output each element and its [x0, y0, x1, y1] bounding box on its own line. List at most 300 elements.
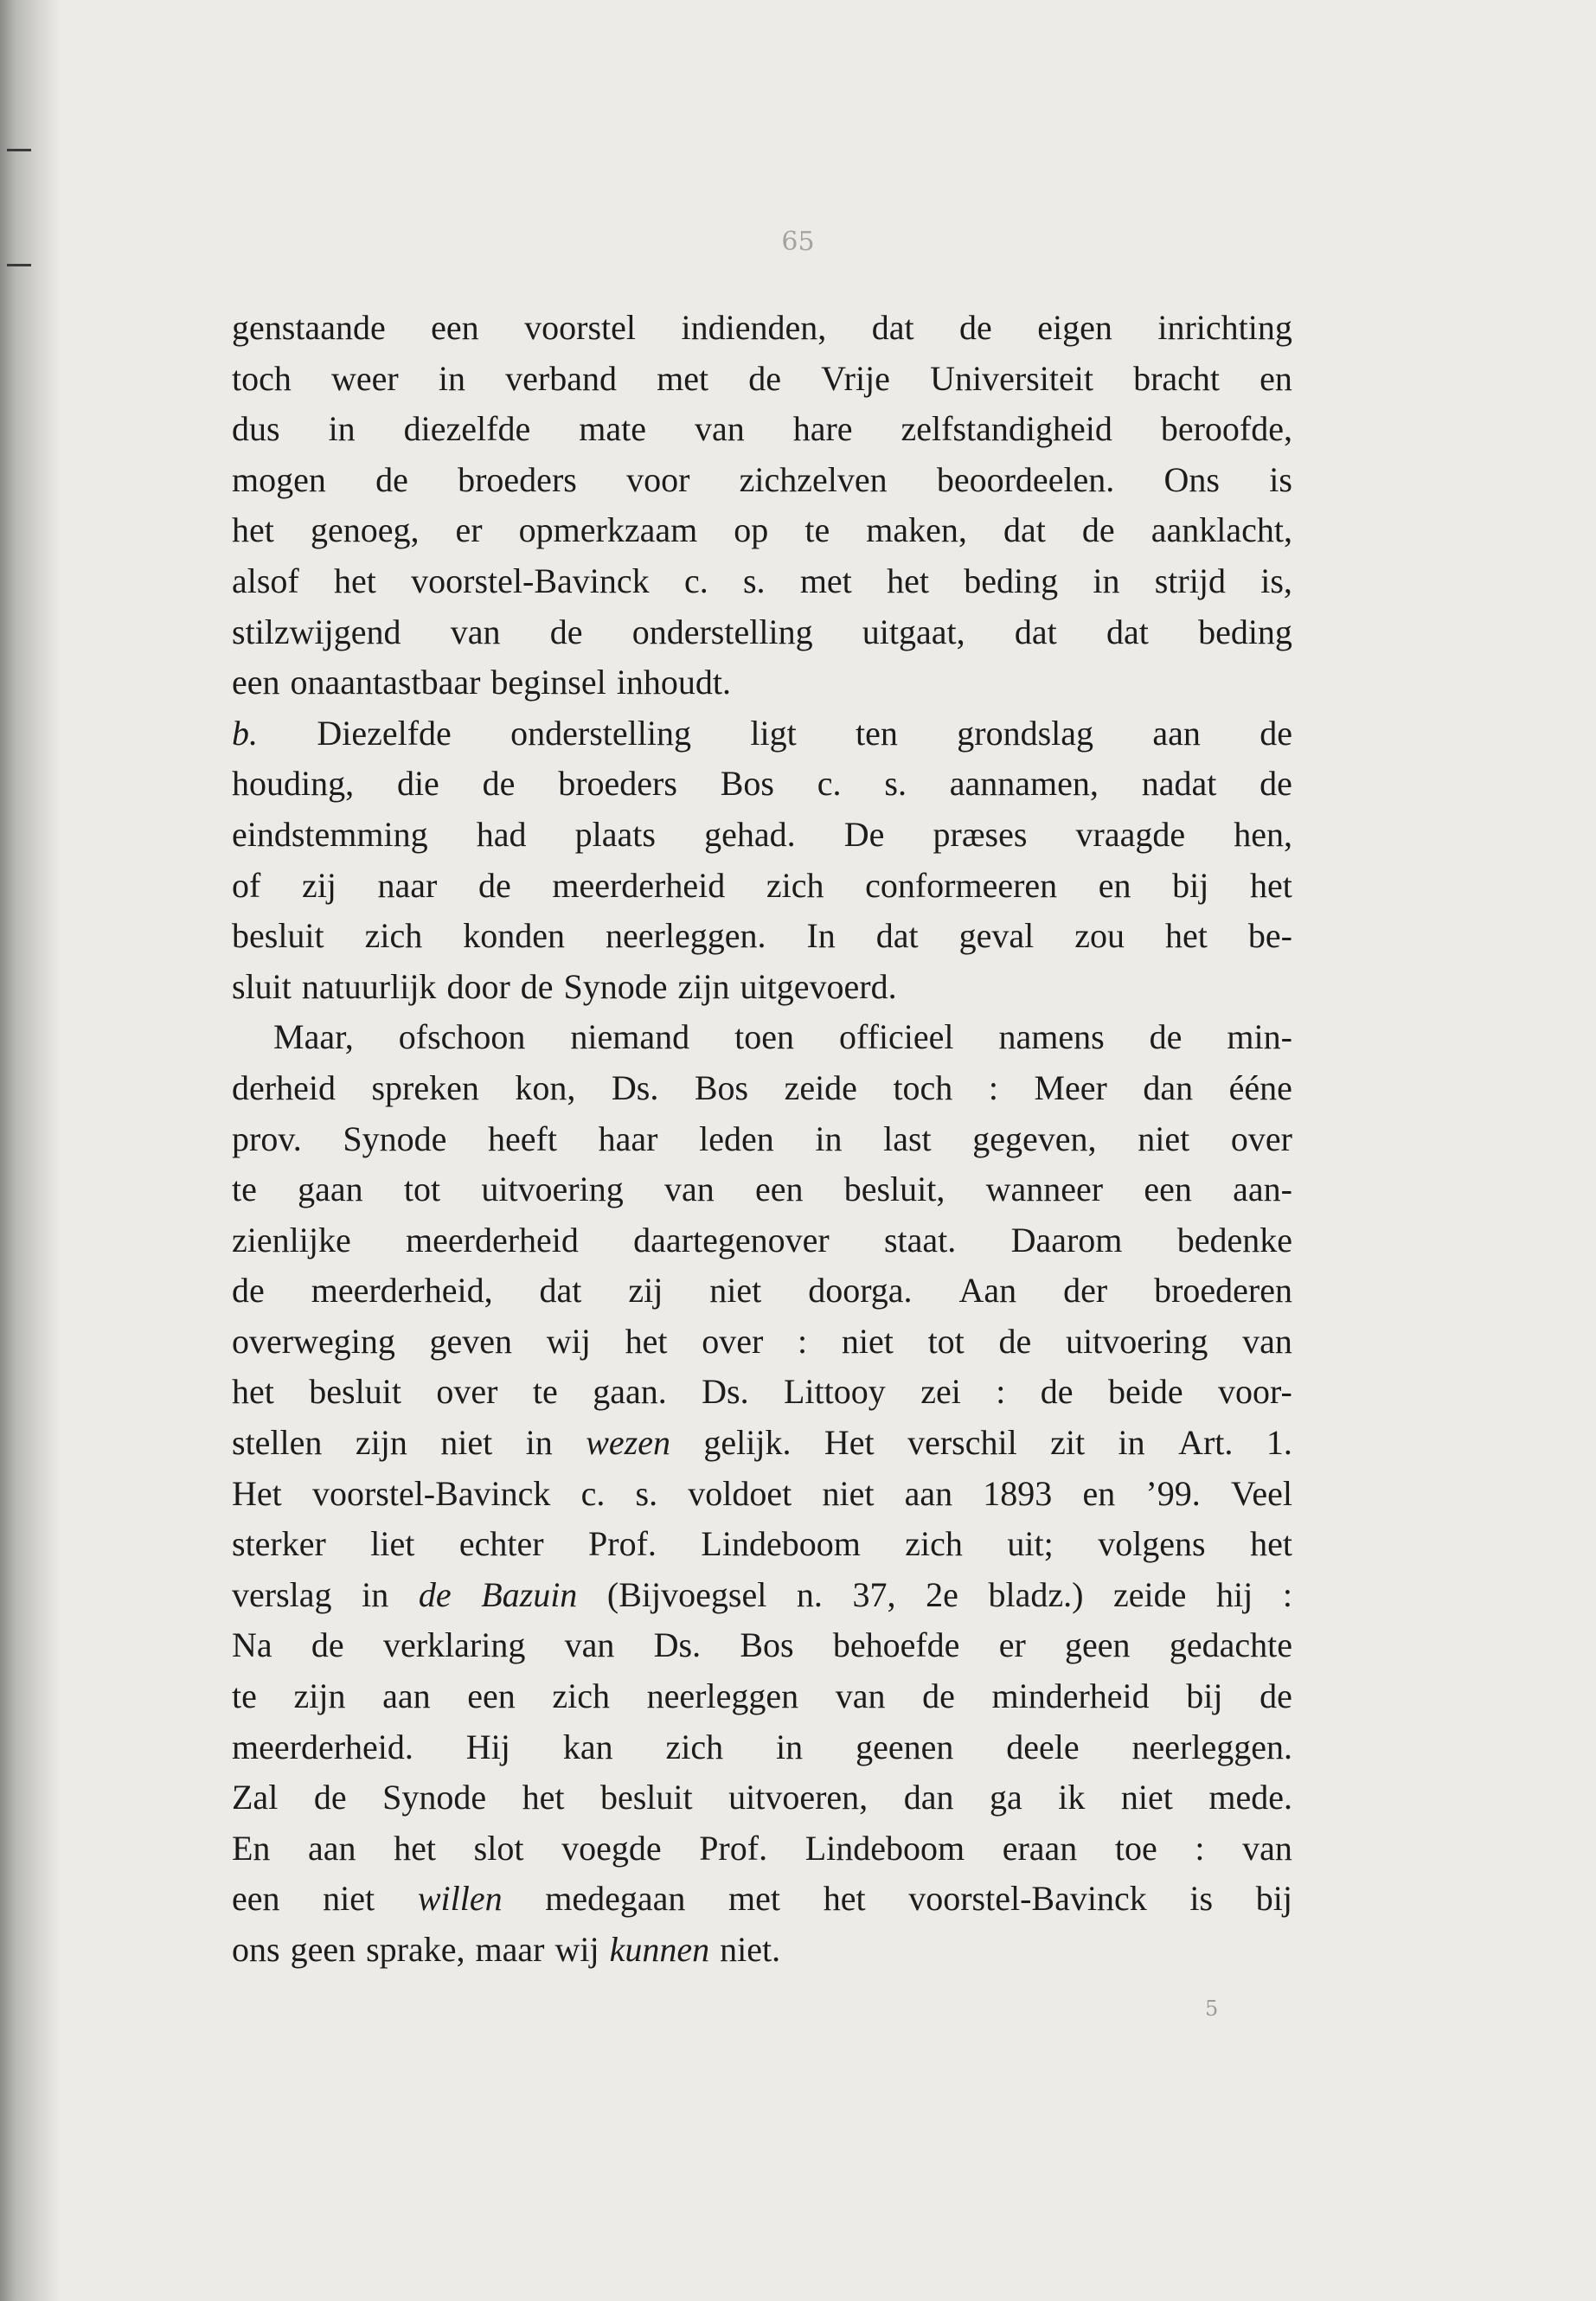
word: dan: [1143, 1067, 1194, 1107]
word: ten: [856, 713, 898, 753]
word: de: [1259, 1676, 1292, 1716]
word: is,: [1260, 561, 1292, 600]
word: :: [1195, 1828, 1205, 1868]
word: zichzelven: [739, 459, 888, 499]
word: dat: [875, 916, 919, 956]
word: En: [232, 1828, 271, 1868]
word: verschil: [907, 1423, 1017, 1463]
word: natuurlijk: [301, 966, 437, 1006]
word: strijd: [1154, 561, 1226, 600]
word: niet: [841, 1321, 894, 1361]
word: bedenke: [1176, 1220, 1292, 1259]
word: of: [232, 865, 261, 905]
word: zit: [1050, 1423, 1086, 1463]
word: aan-: [1233, 1170, 1292, 1209]
word: conformeeren: [865, 865, 1058, 905]
text-line: [232, 1418, 1292, 1469]
word: zich: [665, 1727, 724, 1766]
word: Synode: [382, 1778, 487, 1817]
word: naar: [377, 865, 438, 905]
word: de: [1259, 713, 1292, 753]
word: :: [798, 1321, 808, 1361]
word: minderheid: [991, 1676, 1150, 1716]
word: in: [1093, 561, 1120, 600]
word: niet: [440, 1423, 493, 1463]
word: zijn: [293, 1676, 346, 1716]
word: niet: [1138, 1118, 1190, 1158]
word: verklaring: [382, 1625, 526, 1665]
text-line: [232, 759, 1292, 810]
word: meerderheid: [552, 865, 726, 905]
word: de: [375, 459, 408, 499]
word: c.: [580, 1473, 606, 1513]
word: beroofde,: [1160, 409, 1292, 449]
word: stilzwijgend: [232, 612, 401, 651]
word: aan: [308, 1828, 356, 1868]
text-line: [232, 1164, 1292, 1215]
word: behoefde: [832, 1625, 960, 1665]
word: toen: [734, 1017, 794, 1057]
word: de: [1040, 1372, 1074, 1412]
word: willen: [417, 1879, 503, 1919]
text-line: [232, 455, 1292, 506]
word: had: [476, 814, 527, 854]
word: geen: [1065, 1625, 1131, 1665]
word: vraagde: [1075, 814, 1186, 854]
word: neerleggen: [646, 1676, 799, 1716]
word: genoeg,: [310, 510, 420, 550]
word: kan: [562, 1727, 613, 1766]
word: weer: [331, 358, 399, 398]
word: beding: [1198, 612, 1292, 651]
word: de: [482, 764, 516, 804]
word: het: [394, 1828, 437, 1868]
word: s.: [635, 1473, 658, 1513]
word: een: [467, 1676, 516, 1716]
word: niet: [323, 1879, 375, 1919]
word: sterker: [232, 1524, 326, 1564]
word: het: [1250, 1524, 1292, 1564]
word: niet.: [720, 1930, 781, 1969]
word: de: [520, 966, 554, 1006]
word: van: [835, 1676, 886, 1716]
word: van: [1242, 1828, 1292, 1868]
word: wij: [554, 1930, 599, 1969]
word: Synode: [563, 966, 668, 1006]
word: leden: [699, 1118, 774, 1158]
word: voorstel: [524, 308, 637, 347]
word: een: [431, 308, 479, 347]
word: meerderheid,: [311, 1271, 493, 1311]
word: met: [728, 1879, 781, 1919]
word: slot: [473, 1828, 524, 1868]
word: houding,: [232, 764, 355, 804]
word: verband: [505, 358, 617, 398]
text-line: [232, 556, 1292, 607]
word: In: [806, 916, 836, 956]
word: neerleggen.: [606, 916, 766, 956]
body-text: [232, 303, 1292, 1976]
word: dat: [1106, 612, 1149, 651]
word: aan: [1152, 713, 1201, 753]
word: zich: [552, 1676, 611, 1716]
word: besluit: [599, 1778, 693, 1817]
word: uitvoeren,: [728, 1778, 869, 1817]
word: voorstel-Bavinck: [908, 1879, 1147, 1919]
word: mate: [579, 409, 646, 449]
word: verslag: [232, 1574, 332, 1614]
word: het: [232, 1372, 274, 1412]
word: het: [334, 561, 376, 600]
word: zou: [1074, 916, 1125, 956]
word: en: [1098, 865, 1131, 905]
word: Prof.: [588, 1524, 657, 1564]
text-line: [232, 404, 1292, 455]
word: geen: [290, 1930, 356, 1969]
text-line: [232, 1317, 1292, 1368]
word: prov.: [232, 1118, 302, 1158]
word: van: [564, 1625, 615, 1665]
word: hen,: [1234, 814, 1292, 854]
word: diezelfde: [403, 409, 531, 449]
word: de: [998, 1321, 1032, 1361]
word: ofschoon: [398, 1017, 526, 1057]
word: maken,: [866, 510, 967, 550]
word: hare: [792, 409, 853, 449]
word: geven: [429, 1321, 513, 1361]
text-line: [232, 1367, 1292, 1418]
word: Zal: [232, 1778, 279, 1817]
word: beoordeelen.: [936, 459, 1115, 499]
word: toch: [893, 1067, 953, 1107]
word: b.: [232, 713, 258, 753]
text-line: [232, 1570, 1292, 1621]
word: het: [887, 561, 929, 600]
word: zich: [905, 1524, 963, 1564]
word: in: [438, 358, 465, 398]
word: gehad.: [704, 814, 796, 854]
word: daartegenover: [633, 1220, 830, 1259]
text-line: [232, 1215, 1292, 1266]
word: Lindeboom: [701, 1524, 861, 1564]
word: mede.: [1208, 1778, 1292, 1817]
text-line: [232, 1114, 1292, 1165]
word: de: [418, 1574, 452, 1614]
word: wanneer: [985, 1170, 1104, 1209]
word: spreken: [371, 1067, 479, 1107]
word: 37,: [852, 1574, 896, 1614]
word: in: [815, 1118, 843, 1158]
word: grondslag: [957, 713, 1094, 753]
word: uitgaat,: [862, 612, 965, 651]
word: 1.: [1266, 1423, 1292, 1463]
word: inrichting: [1157, 308, 1292, 347]
word: het: [1250, 865, 1292, 905]
word: voegde: [561, 1828, 662, 1868]
word: voorstel-Bavinck: [311, 1473, 551, 1513]
word: de: [1081, 510, 1115, 550]
word: kon,: [515, 1067, 576, 1107]
word: s.: [742, 561, 766, 600]
word: in: [362, 1574, 389, 1614]
word: :: [1282, 1574, 1292, 1614]
text-line: [232, 1266, 1292, 1317]
text-line: [232, 1671, 1292, 1722]
word: een: [232, 663, 280, 702]
word: Vrije: [821, 358, 890, 398]
text-line: [232, 810, 1292, 861]
word: een: [1144, 1170, 1192, 1209]
word: het: [522, 1778, 565, 1817]
word: deele: [1006, 1727, 1080, 1766]
word: zeide: [1113, 1574, 1187, 1614]
word: de: [478, 865, 511, 905]
word: niet: [1120, 1778, 1173, 1817]
word: dan: [903, 1778, 954, 1817]
word: besluit: [232, 916, 324, 956]
word: ons: [232, 1930, 280, 1969]
word: de: [313, 1778, 347, 1817]
word: broeders: [458, 459, 577, 499]
word: in: [1118, 1423, 1145, 1463]
text-line: [232, 1925, 1292, 1976]
word: gaan.: [593, 1372, 667, 1412]
word: het: [1164, 916, 1208, 956]
word: be-: [1247, 916, 1292, 956]
word: gegeven,: [972, 1118, 1097, 1158]
word: er: [455, 510, 483, 550]
word: neerleggen.: [1131, 1727, 1292, 1766]
word: opmerkzaam: [518, 510, 698, 550]
word: (Bijvoegsel: [606, 1574, 767, 1614]
word: van: [663, 1170, 715, 1209]
word: 2e: [926, 1574, 958, 1614]
word: bij: [1255, 1879, 1292, 1919]
word: is: [1189, 1879, 1214, 1919]
word: :: [996, 1372, 1006, 1412]
text-line: [232, 1772, 1292, 1823]
word: niemand: [570, 1017, 690, 1057]
word: bracht: [1133, 358, 1221, 398]
word: bij: [1172, 865, 1209, 905]
word: n.: [796, 1574, 823, 1614]
word: ééne: [1228, 1067, 1292, 1107]
word: geval: [958, 916, 1035, 956]
word: in: [525, 1423, 553, 1463]
word: Het: [232, 1473, 282, 1513]
word: plaats: [574, 814, 656, 854]
word: Na: [232, 1625, 272, 1665]
word: het: [232, 510, 274, 550]
word: zij: [301, 865, 337, 905]
text-line: [232, 708, 1292, 760]
margin-mark: [7, 264, 31, 266]
word: toch: [232, 358, 292, 398]
word: en: [1082, 1473, 1116, 1513]
word: ligt: [750, 713, 797, 753]
word: dus: [232, 409, 280, 449]
word: aan: [382, 1676, 431, 1716]
signature-mark: 5: [1205, 1997, 1219, 2021]
word: wezen: [586, 1423, 670, 1463]
word: over: [436, 1372, 498, 1412]
word: toe: [1114, 1828, 1157, 1868]
word: gaan: [298, 1170, 363, 1209]
word: en: [1259, 358, 1292, 398]
word: onderstelling: [510, 713, 691, 753]
text-line: [232, 861, 1292, 912]
word: Diezelfde: [317, 713, 452, 753]
word: beide: [1107, 1372, 1183, 1412]
word: dat: [871, 308, 914, 347]
word: beginsel: [490, 663, 606, 702]
word: konden: [463, 916, 566, 956]
word: last: [883, 1118, 932, 1158]
word: der: [1063, 1271, 1108, 1311]
word: officieel: [838, 1017, 954, 1057]
word: staat.: [883, 1220, 957, 1259]
word: De: [843, 814, 885, 854]
word: besluit: [309, 1372, 401, 1412]
word: van: [694, 409, 745, 449]
word: Bos: [720, 764, 774, 804]
word: onderstelling: [631, 612, 813, 651]
word: voor: [626, 459, 690, 499]
word: Ons: [1163, 459, 1220, 499]
text-line: [232, 1063, 1292, 1114]
word: niet: [822, 1473, 875, 1513]
word: de: [748, 358, 781, 398]
word: dat: [1014, 612, 1057, 651]
word: Ds.: [653, 1625, 702, 1665]
binding-shadow: [0, 0, 61, 2301]
word: een: [232, 1879, 280, 1919]
word: eindstemming: [232, 814, 428, 854]
word: die: [396, 764, 439, 804]
word: maar: [475, 1930, 545, 1969]
word: er: [998, 1625, 1026, 1665]
word: Lindeboom: [804, 1828, 965, 1868]
text-line: [232, 657, 1292, 708]
word: zij: [628, 1271, 663, 1311]
word: mogen: [232, 459, 326, 499]
word: bladz.): [988, 1574, 1084, 1614]
word: genstaande: [232, 308, 386, 347]
word: te: [232, 1676, 257, 1716]
word: wij: [546, 1321, 591, 1361]
word: Aan: [958, 1271, 1017, 1311]
word: Prof.: [699, 1828, 768, 1868]
word: Meer: [1034, 1067, 1107, 1107]
word: over: [702, 1321, 764, 1361]
word: besluit,: [843, 1170, 945, 1209]
word: Ds.: [611, 1067, 659, 1107]
word: aan: [904, 1473, 953, 1513]
word: van: [450, 612, 501, 651]
word: alsof: [232, 561, 299, 600]
text-line: [232, 1823, 1292, 1875]
word: doorga.: [808, 1271, 913, 1311]
word: de: [549, 612, 583, 651]
word: bij: [1186, 1676, 1223, 1716]
word: het: [625, 1321, 668, 1361]
word: zeide: [784, 1067, 857, 1107]
word: gelijk.: [703, 1423, 792, 1463]
word: geenen: [856, 1727, 954, 1766]
word: ik: [1058, 1778, 1086, 1817]
word: met: [657, 358, 709, 398]
word: Veel: [1230, 1473, 1292, 1513]
word: Daarom: [1010, 1220, 1123, 1259]
text-line: [232, 962, 1292, 1013]
word: overweging: [232, 1321, 395, 1361]
word: præses: [933, 814, 1028, 854]
word: voor-: [1218, 1372, 1292, 1412]
word: gedachte: [1169, 1625, 1292, 1665]
word: uitgevoerd.: [740, 966, 897, 1006]
word: door: [446, 966, 510, 1006]
word: broederen: [1154, 1271, 1292, 1311]
word: zijn: [355, 1423, 407, 1463]
word: met: [799, 561, 852, 600]
word: inhoudt.: [616, 663, 731, 702]
word: stellen: [232, 1423, 323, 1463]
word: dat: [539, 1271, 582, 1311]
word: s.: [884, 764, 907, 804]
word: ’99.: [1145, 1473, 1201, 1513]
word: dat: [1003, 510, 1046, 550]
word: te: [804, 510, 830, 550]
word: tot: [927, 1321, 965, 1361]
word: Bos: [740, 1625, 794, 1665]
word: aanklacht,: [1151, 510, 1292, 550]
word: uitvoering: [1066, 1321, 1208, 1361]
text-line: [232, 1620, 1292, 1671]
text-line: [232, 1722, 1292, 1773]
word: heeft: [488, 1118, 557, 1158]
word: eigen: [1037, 308, 1112, 347]
word: sluit: [232, 966, 292, 1006]
word: ga: [989, 1778, 1022, 1817]
word: zei: [920, 1372, 961, 1412]
word: indienden,: [681, 308, 827, 347]
word: Littooy: [784, 1372, 886, 1412]
word: te: [232, 1170, 257, 1209]
word: Art.: [1178, 1423, 1234, 1463]
word: een: [754, 1170, 804, 1209]
word: in: [776, 1727, 804, 1766]
text-line: [232, 303, 1292, 354]
word: derheid: [232, 1067, 336, 1107]
word: :: [988, 1067, 998, 1107]
text-line: [232, 1519, 1292, 1570]
word: eraan: [1002, 1828, 1078, 1868]
text-line: [232, 505, 1292, 556]
word: namens: [998, 1017, 1105, 1057]
word: over: [1230, 1118, 1292, 1158]
word: de: [959, 308, 992, 347]
word: uit;: [1007, 1524, 1054, 1564]
word: hij: [1215, 1574, 1253, 1614]
word: Universiteit: [930, 358, 1093, 398]
word: zienlijke: [232, 1220, 351, 1259]
word: sprake,: [366, 1930, 465, 1969]
word: broeders: [558, 764, 677, 804]
word: niet: [709, 1271, 762, 1311]
text-line: [232, 354, 1292, 405]
word: Het: [824, 1423, 875, 1463]
word: c.: [683, 561, 708, 600]
